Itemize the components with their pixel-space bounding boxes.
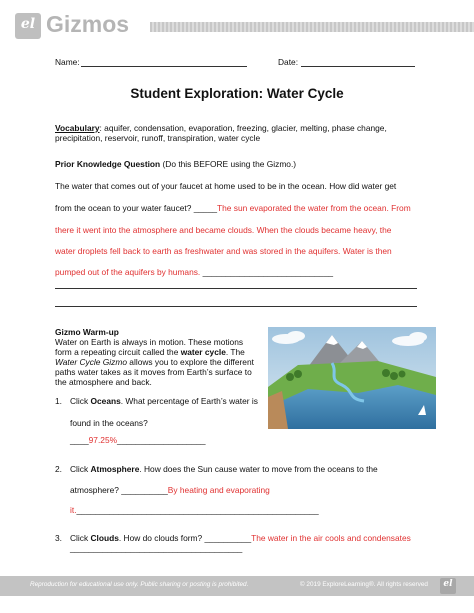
pk-heading-text: Prior Knowledge Question — [55, 159, 161, 169]
date-field[interactable] — [301, 66, 415, 67]
clouds-button-label: Clouds — [90, 533, 119, 543]
question-1-answer-line — [70, 435, 206, 446]
question-3-answer-line: _____________________________________ — [70, 543, 243, 553]
pk-question-line-1: The water that comes out of your faucet at home used to be in the ocean. How did water get — [55, 181, 397, 191]
name-label: Name: — [55, 57, 80, 67]
gizmo-name: Water Cycle Gizmo — [55, 357, 127, 367]
pk-answer-3[interactable]: water droplets fell back to earth as freshwater and was stored in the aquifers. Water is then — [55, 246, 392, 256]
question-1-number: 1. — [55, 396, 62, 406]
q1-post: . What percentage of Earth’s water is — [120, 396, 258, 406]
pk-answer-1[interactable]: The sun evaporated the water from the ocean. From — [217, 203, 411, 213]
question-1-prompt — [70, 396, 258, 407]
water-cycle-term: water cycle — [180, 347, 226, 357]
warmup-line-4: paths water takes as it moves from Earth’s surface to — [55, 367, 252, 377]
warmup-text-3b: allows you to explore the different — [126, 357, 254, 367]
warmup-line-5: the atmosphere and back. — [55, 377, 152, 387]
question-2-answer[interactable]: By heating and evaporating — [167, 485, 270, 495]
question-3-answer[interactable]: The water in the air cools and condensates — [251, 533, 411, 543]
footer — [0, 576, 474, 596]
question-2-line-3 — [70, 505, 319, 516]
answer-blank-line-2[interactable] — [55, 306, 417, 307]
warmup-text-2a: form a repeating circuit called the — [55, 347, 181, 357]
question-1-line-2: found in the oceans? — [70, 418, 148, 428]
question-3-number: 3. — [55, 533, 62, 543]
vocabulary-terms-2: precipitation, reservoir, runoff, transpiration, water cycle — [55, 133, 261, 143]
atmosphere-button-label: Atmosphere — [90, 464, 140, 474]
q1-answer-prefix: ____ — [70, 435, 89, 445]
pk-question-line-2 — [55, 203, 411, 214]
name-field[interactable] — [81, 66, 247, 67]
vocabulary-terms-1: : aquifer, condensation, evaporation, freezing, glacier, melting, phase change, — [99, 123, 387, 133]
question-2-line-2 — [70, 485, 270, 496]
explorelearning-footer-logo-icon: el — [440, 578, 456, 594]
vocabulary-label: Vocabulary — [55, 123, 100, 133]
prior-knowledge-heading — [55, 159, 296, 170]
q3-pre: Click — [70, 533, 91, 543]
q3-post: . How do clouds form? __________ — [118, 533, 252, 543]
pk-question-text-2: from the ocean to your water faucet? _____ — [55, 203, 218, 213]
pk-answer-line-4 — [55, 267, 333, 278]
question-2-prompt — [70, 464, 378, 475]
water-cycle-illustration — [268, 327, 436, 429]
warmup-heading: Gizmo Warm-up — [55, 327, 119, 337]
answer-blank-line-1[interactable] — [55, 288, 417, 289]
date-label: Date: — [278, 57, 299, 67]
pk-answer-2[interactable]: there it went into the atmosphere and became clouds. When the clouds became heavy, the — [55, 225, 392, 235]
page-title: Student Exploration: Water Cycle — [130, 86, 344, 101]
pk-heading-note: (Do this BEFORE using the Gizmo.) — [160, 159, 297, 169]
q2-pre: Click — [70, 464, 91, 474]
question-2-number: 2. — [55, 464, 62, 474]
pk-answer-4[interactable]: pumped out of the aquifers by humans. — [55, 267, 201, 277]
question-1-answer[interactable]: 97.25% — [88, 435, 118, 445]
brand-name: Gizmos — [46, 11, 130, 37]
q1-pre: Click — [70, 396, 91, 406]
oceans-button-label: Oceans — [90, 396, 121, 406]
explorelearning-logo-icon: el — [15, 13, 41, 39]
q2-post: . How does the Sun cause water to move from the oceans to the — [139, 464, 378, 474]
header-stripe — [150, 22, 474, 32]
q1-answer-suffix: ___________________ — [117, 435, 206, 445]
warmup-text-2c: . The — [225, 347, 245, 357]
footer-notice: Reproduction for educational use only. Public sharing or posting is prohibited. — [30, 581, 249, 588]
q2-line2-text: atmosphere? __________ — [70, 485, 168, 495]
q2-answer-suffix: ____________________________________________________ — [76, 505, 319, 515]
warmup-line-1: Water on Earth is always in motion. These motions — [55, 337, 244, 347]
pk-answer-blank: ____________________________ — [200, 267, 334, 277]
header — [0, 0, 474, 42]
question-2-answer-cont[interactable]: it. — [70, 505, 77, 515]
footer-copyright: © 2019 ExploreLearning®. All rights reserved — [299, 581, 428, 588]
